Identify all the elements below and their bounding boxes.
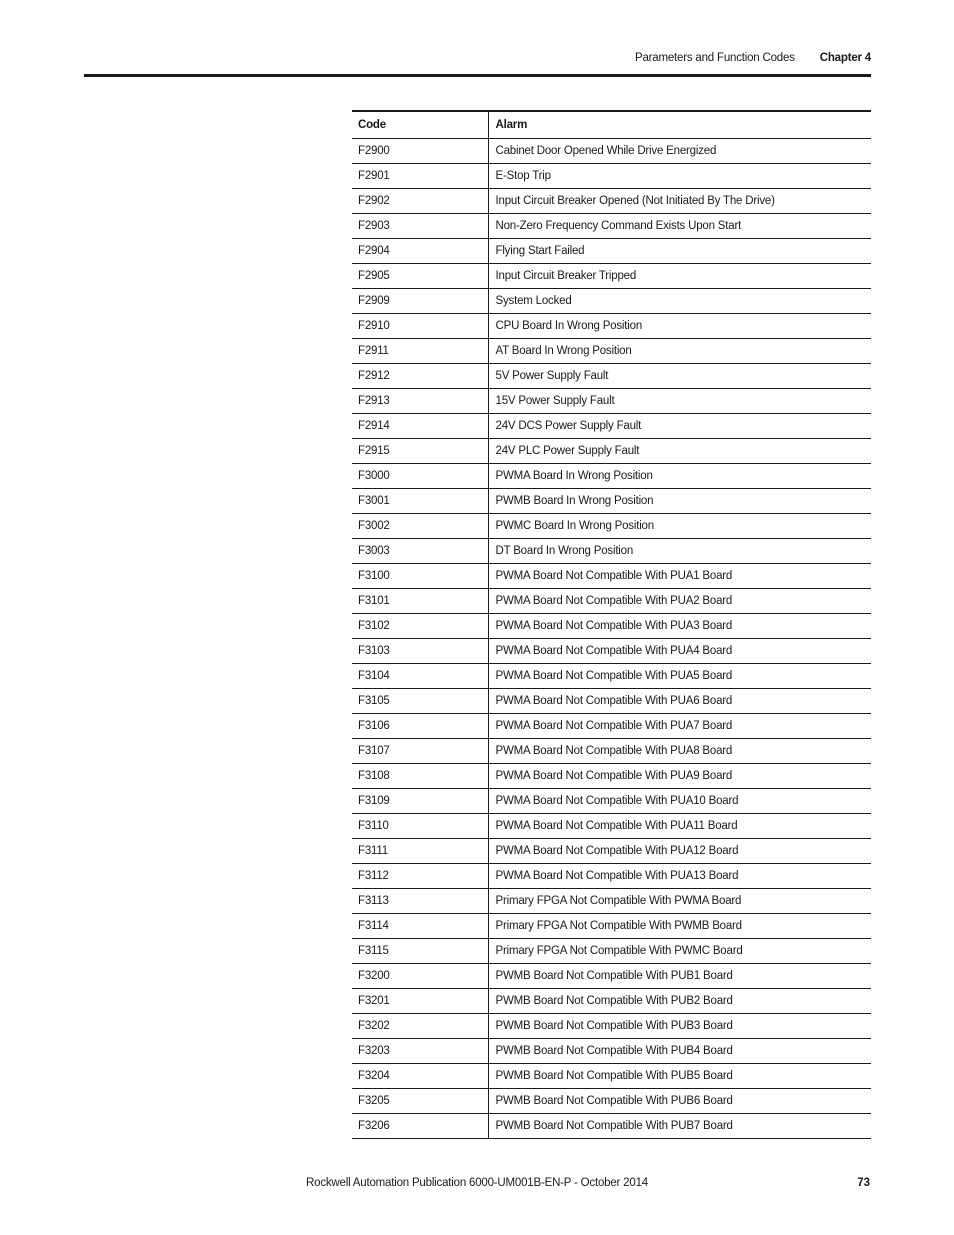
table-row: [352, 938, 871, 963]
alarm-cell: PWMA Board Not Compatible With PUA11 Board: [488, 813, 871, 838]
alarm-cell: PWMA Board Not Compatible With PUA13 Board: [488, 863, 871, 888]
code-cell: F3205: [352, 1088, 488, 1113]
code-cell: F3110: [352, 813, 488, 838]
table-row: [352, 638, 871, 663]
table-row: [352, 463, 871, 488]
alarm-cell: PWMB Board Not Compatible With PUB6 Board: [488, 1088, 871, 1113]
code-cell: F3113: [352, 888, 488, 913]
table-row: [352, 488, 871, 513]
alarm-cell: 24V DCS Power Supply Fault: [488, 413, 871, 438]
alarm-cell: System Locked: [488, 288, 871, 313]
code-cell: F3106: [352, 713, 488, 738]
code-cell: F2910: [352, 313, 488, 338]
code-cell: F3101: [352, 588, 488, 613]
code-cell: F2915: [352, 438, 488, 463]
code-cell: F3001: [352, 488, 488, 513]
alarm-cell: PWMB Board In Wrong Position: [488, 488, 871, 513]
table-row: [352, 963, 871, 988]
table-body: [352, 138, 871, 1138]
alarm-cell: Primary FPGA Not Compatible With PWMC Board: [488, 938, 871, 963]
column-header-alarm: Alarm: [488, 111, 871, 138]
alarm-cell: PWMA Board In Wrong Position: [488, 463, 871, 488]
table-row: [352, 1088, 871, 1113]
alarm-cell: Input Circuit Breaker Opened (Not Initiated By The Drive): [488, 188, 871, 213]
alarm-cell: 24V PLC Power Supply Fault: [488, 438, 871, 463]
code-cell: F3000: [352, 463, 488, 488]
alarm-cell: PWMA Board Not Compatible With PUA2 Board: [488, 588, 871, 613]
alarm-cell: PWMA Board Not Compatible With PUA1 Board: [488, 563, 871, 588]
alarm-cell: Flying Start Failed: [488, 238, 871, 263]
alarm-cell: E-Stop Trip: [488, 163, 871, 188]
alarm-cell: 5V Power Supply Fault: [488, 363, 871, 388]
table-row: [352, 913, 871, 938]
code-cell: F2913: [352, 388, 488, 413]
table-row: [352, 588, 871, 613]
alarm-cell: PWMA Board Not Compatible With PUA3 Board: [488, 613, 871, 638]
code-cell: F3111: [352, 838, 488, 863]
alarm-cell: PWMB Board Not Compatible With PUB3 Board: [488, 1013, 871, 1038]
table-row: [352, 213, 871, 238]
table-row: [352, 788, 871, 813]
alarm-cell: Cabinet Door Opened While Drive Energized: [488, 138, 871, 163]
code-cell: F2903: [352, 213, 488, 238]
table-row: [352, 1038, 871, 1063]
alarm-cell: PWMA Board Not Compatible With PUA7 Board: [488, 713, 871, 738]
table-row: [352, 888, 871, 913]
alarm-cell: PWMA Board Not Compatible With PUA4 Board: [488, 638, 871, 663]
code-cell: F2912: [352, 363, 488, 388]
code-cell: F3112: [352, 863, 488, 888]
alarm-cell: PWMB Board Not Compatible With PUB1 Board: [488, 963, 871, 988]
code-cell: F3107: [352, 738, 488, 763]
code-cell: F3206: [352, 1113, 488, 1138]
alarm-cell: Non-Zero Frequency Command Exists Upon Start: [488, 213, 871, 238]
alarm-cell: DT Board In Wrong Position: [488, 538, 871, 563]
code-cell: F3003: [352, 538, 488, 563]
table-row: [352, 1013, 871, 1038]
alarm-cell: Primary FPGA Not Compatible With PWMB Board: [488, 913, 871, 938]
code-cell: F3103: [352, 638, 488, 663]
alarm-cell: CPU Board In Wrong Position: [488, 313, 871, 338]
code-cell: F3203: [352, 1038, 488, 1063]
code-cell: F3115: [352, 938, 488, 963]
code-cell: F3201: [352, 988, 488, 1013]
code-cell: F3109: [352, 788, 488, 813]
table-row: [352, 988, 871, 1013]
table-row: [352, 563, 871, 588]
alarm-cell: PWMC Board In Wrong Position: [488, 513, 871, 538]
table-row: [352, 338, 871, 363]
running-header: [635, 52, 871, 64]
code-cell: F2909: [352, 288, 488, 313]
code-cell: F3002: [352, 513, 488, 538]
code-cell: F2911: [352, 338, 488, 363]
code-cell: F2905: [352, 263, 488, 288]
alarm-cell: PWMA Board Not Compatible With PUA6 Board: [488, 688, 871, 713]
alarm-cell: PWMB Board Not Compatible With PUB2 Board: [488, 988, 871, 1013]
code-cell: F3202: [352, 1013, 488, 1038]
code-cell: F2904: [352, 238, 488, 263]
code-cell: F2901: [352, 163, 488, 188]
alarm-cell: PWMB Board Not Compatible With PUB5 Board: [488, 1063, 871, 1088]
table-row: [352, 838, 871, 863]
table-row: [352, 538, 871, 563]
table-row: [352, 313, 871, 338]
table-row: [352, 763, 871, 788]
alarm-cell: PWMA Board Not Compatible With PUA8 Board: [488, 738, 871, 763]
table-row: [352, 413, 871, 438]
code-cell: F3108: [352, 763, 488, 788]
code-cell: F3105: [352, 688, 488, 713]
code-cell: F3200: [352, 963, 488, 988]
table-row: [352, 1113, 871, 1138]
footer-publication: Rockwell Automation Publication 6000-UM001B-EN-P - October 2014: [306, 1177, 648, 1189]
table-row: [352, 138, 871, 163]
table-row: [352, 438, 871, 463]
alarm-cell: PWMB Board Not Compatible With PUB4 Board: [488, 1038, 871, 1063]
header-rule: [84, 74, 871, 77]
alarm-cell: Input Circuit Breaker Tripped: [488, 263, 871, 288]
table-row: [352, 1063, 871, 1088]
code-cell: F3114: [352, 913, 488, 938]
table-row: [352, 513, 871, 538]
column-header-code: Code: [352, 111, 488, 138]
table-row: [352, 188, 871, 213]
table-row: [352, 238, 871, 263]
code-cell: F2902: [352, 188, 488, 213]
page-number: 73: [857, 1177, 870, 1189]
alarm-cell: PWMA Board Not Compatible With PUA9 Board: [488, 763, 871, 788]
alarm-cell: PWMA Board Not Compatible With PUA5 Board: [488, 663, 871, 688]
table-row: [352, 813, 871, 838]
table-row: [352, 613, 871, 638]
table-row: [352, 163, 871, 188]
code-cell: F3104: [352, 663, 488, 688]
table-row: [352, 663, 871, 688]
table-row: [352, 863, 871, 888]
code-cell: F2900: [352, 138, 488, 163]
table-header-row: [352, 111, 871, 138]
table-row: [352, 288, 871, 313]
alarm-cell: PWMA Board Not Compatible With PUA10 Board: [488, 788, 871, 813]
code-cell: F3100: [352, 563, 488, 588]
alarm-cell: AT Board In Wrong Position: [488, 338, 871, 363]
code-cell: F2914: [352, 413, 488, 438]
code-cell: F3204: [352, 1063, 488, 1088]
code-cell: F3102: [352, 613, 488, 638]
alarm-cell: Primary FPGA Not Compatible With PWMA Board: [488, 888, 871, 913]
table-row: [352, 738, 871, 763]
alarm-code-table: [352, 110, 871, 1139]
table-row: [352, 713, 871, 738]
table-row: [352, 263, 871, 288]
alarm-cell: PWMB Board Not Compatible With PUB7 Board: [488, 1113, 871, 1138]
table-row: [352, 363, 871, 388]
alarm-cell: 15V Power Supply Fault: [488, 388, 871, 413]
table-row: [352, 388, 871, 413]
section-title: Parameters and Function Codes: [634, 52, 795, 64]
chapter-label: Chapter 4: [819, 52, 871, 64]
alarm-cell: PWMA Board Not Compatible With PUA12 Board: [488, 838, 871, 863]
table-row: [352, 688, 871, 713]
